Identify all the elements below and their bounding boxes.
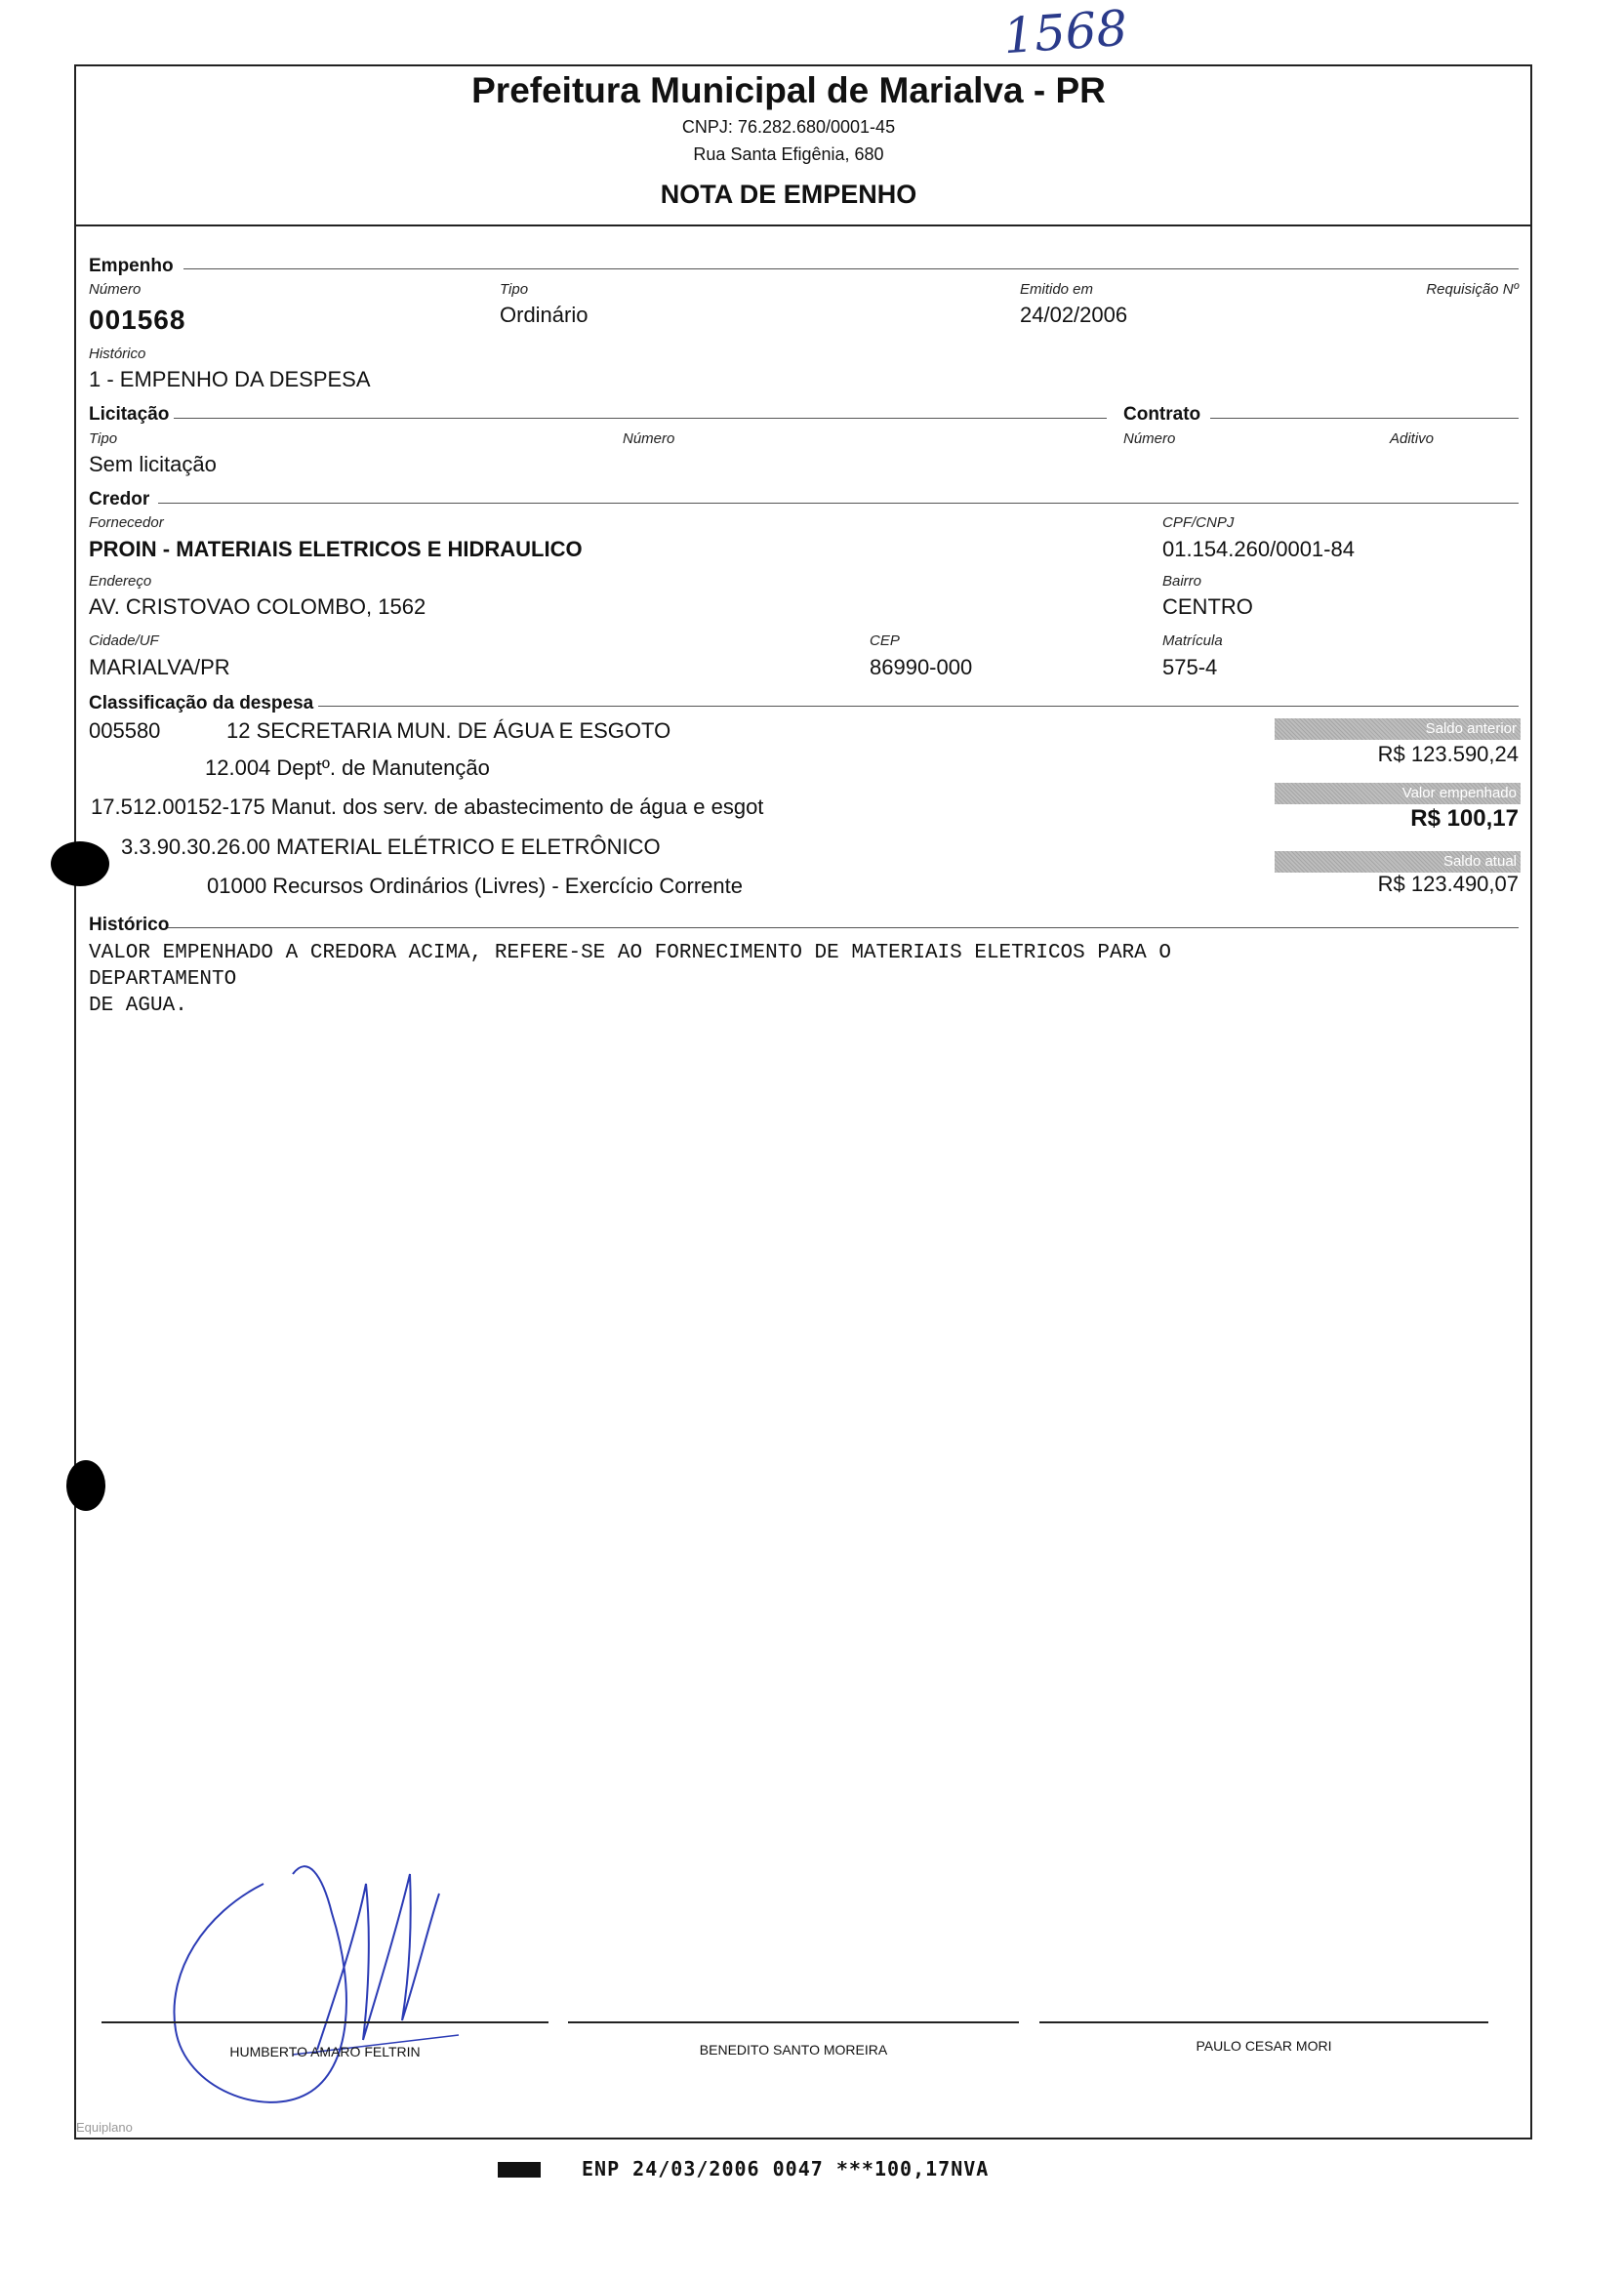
signature-line bbox=[568, 2021, 1019, 2023]
stamp-mark bbox=[498, 2162, 541, 2178]
saldo-atual-badge: Saldo atual bbox=[1275, 851, 1521, 873]
signature-line bbox=[1039, 2021, 1488, 2023]
classificacao-orgao: 12 SECRETARIA MUN. DE ÁGUA E ESGOTO bbox=[226, 718, 671, 743]
label-fornecedor: Fornecedor bbox=[89, 514, 164, 531]
label-requisicao: Requisição Nº bbox=[1426, 281, 1519, 298]
section-empenho: Empenho bbox=[89, 256, 174, 276]
credor-cidade: MARIALVA/PR bbox=[89, 655, 230, 679]
label-tipo: Tipo bbox=[500, 281, 529, 298]
valor-empenhado-value: R$ 100,17 bbox=[1410, 805, 1519, 832]
empenho-number: 001568 bbox=[89, 305, 186, 335]
credor-endereco: AV. CRISTOVAO COLOMBO, 1562 bbox=[89, 594, 426, 619]
header-divider bbox=[74, 224, 1532, 226]
document-title: NOTA DE EMPENHO bbox=[660, 180, 917, 209]
label-cep: CEP bbox=[870, 632, 900, 649]
section-classificacao: Classificação da despesa bbox=[89, 693, 314, 713]
credor-cep: 86990-000 bbox=[870, 655, 973, 679]
credor-bairro: CENTRO bbox=[1162, 594, 1253, 619]
label-aditivo: Aditivo bbox=[1390, 430, 1435, 447]
section-licitacao: Licitação bbox=[89, 404, 170, 425]
empenho-date: 24/02/2006 bbox=[1020, 303, 1128, 327]
page-title: Prefeitura Municipal de Marialva - PR bbox=[471, 70, 1106, 110]
punch-hole-mark bbox=[66, 1460, 105, 1511]
historico-line-3: DE AGUA. bbox=[89, 995, 187, 1017]
saldo-anterior-badge: Saldo anterior bbox=[1275, 718, 1521, 740]
label-emitido: Emitido em bbox=[1020, 281, 1094, 298]
label-bairro: Bairro bbox=[1162, 573, 1202, 590]
saldo-atual-value: R$ 123.490,07 bbox=[1377, 872, 1519, 896]
licitacao-tipo: Sem licitação bbox=[89, 452, 217, 476]
label-historico: Histórico bbox=[89, 346, 146, 362]
footer-brand: Equiplano bbox=[76, 2120, 133, 2135]
classificacao-funcional: 17.512.00152-175 Manut. dos serv. de abastecimento de água e esgot bbox=[91, 795, 764, 819]
label-cpf-cnpj: CPF/CNPJ bbox=[1162, 514, 1235, 531]
saldo-anterior-value: R$ 123.590,24 bbox=[1377, 742, 1519, 766]
classificacao-recurso: 01000 Recursos Ordinários (Livres) - Exercício Corrente bbox=[207, 874, 743, 898]
divider bbox=[318, 706, 1519, 707]
handwritten-page-number: 1568 bbox=[1001, 0, 1130, 65]
classificacao-code: 005580 bbox=[89, 718, 161, 743]
footer-stamp: ENP 24/03/2006 0047 ***100,17NVA bbox=[582, 2157, 990, 2180]
label-matricula: Matrícula bbox=[1162, 632, 1223, 649]
divider bbox=[158, 503, 1519, 504]
punch-hole-mark bbox=[51, 841, 109, 886]
signature-name-2: BENEDITO SANTO MOREIRA bbox=[699, 2042, 888, 2058]
divider bbox=[168, 927, 1519, 928]
handwritten-signature-drawing bbox=[146, 1845, 468, 2128]
signature-name-1: HUMBERTO AMARO FELTRIN bbox=[229, 2044, 421, 2059]
label-cidade: Cidade/UF bbox=[89, 632, 159, 649]
empenho-historico: 1 - EMPENHO DA DESPESA bbox=[89, 367, 371, 391]
header-cnpj: CNPJ: 76.282.680/0001-45 bbox=[681, 117, 896, 137]
label-numero: Número bbox=[89, 281, 142, 298]
classificacao-unidade: 12.004 Deptº. de Manutenção bbox=[205, 755, 490, 780]
classificacao-elemento: 3.3.90.30.26.00 MATERIAL ELÉTRICO E ELETRÔNICO bbox=[121, 835, 661, 859]
historico-line-2: DEPARTAMENTO bbox=[89, 968, 237, 991]
label-contrato-numero: Número bbox=[1123, 430, 1176, 447]
credor-fornecedor: PROIN - MATERIAIS ELETRICOS E HIDRAULICO bbox=[89, 537, 583, 561]
divider bbox=[174, 418, 1107, 419]
valor-empenhado-badge: Valor empenhado bbox=[1275, 783, 1521, 804]
label-licitacao-tipo: Tipo bbox=[89, 430, 118, 447]
historico-line-1: VALOR EMPENHADO A CREDORA ACIMA, REFERE-SE AO FORNECIMENTO DE MATERIAIS ELETRICOS PARA O bbox=[89, 942, 1171, 964]
section-contrato: Contrato bbox=[1123, 404, 1201, 425]
divider bbox=[183, 268, 1519, 269]
signature-line bbox=[102, 2021, 548, 2023]
signature-name-3: PAULO CESAR MORI bbox=[1196, 2038, 1332, 2054]
credor-matricula: 575-4 bbox=[1162, 655, 1218, 679]
credor-cpf-cnpj: 01.154.260/0001-84 bbox=[1162, 537, 1355, 561]
label-licitacao-numero: Número bbox=[623, 430, 675, 447]
empenho-tipo: Ordinário bbox=[500, 303, 589, 327]
label-endereco: Endereço bbox=[89, 573, 152, 590]
section-historico: Histórico bbox=[89, 915, 170, 935]
divider bbox=[1210, 418, 1519, 419]
header-address: Rua Santa Efigênia, 680 bbox=[693, 144, 884, 164]
section-credor: Credor bbox=[89, 489, 150, 509]
